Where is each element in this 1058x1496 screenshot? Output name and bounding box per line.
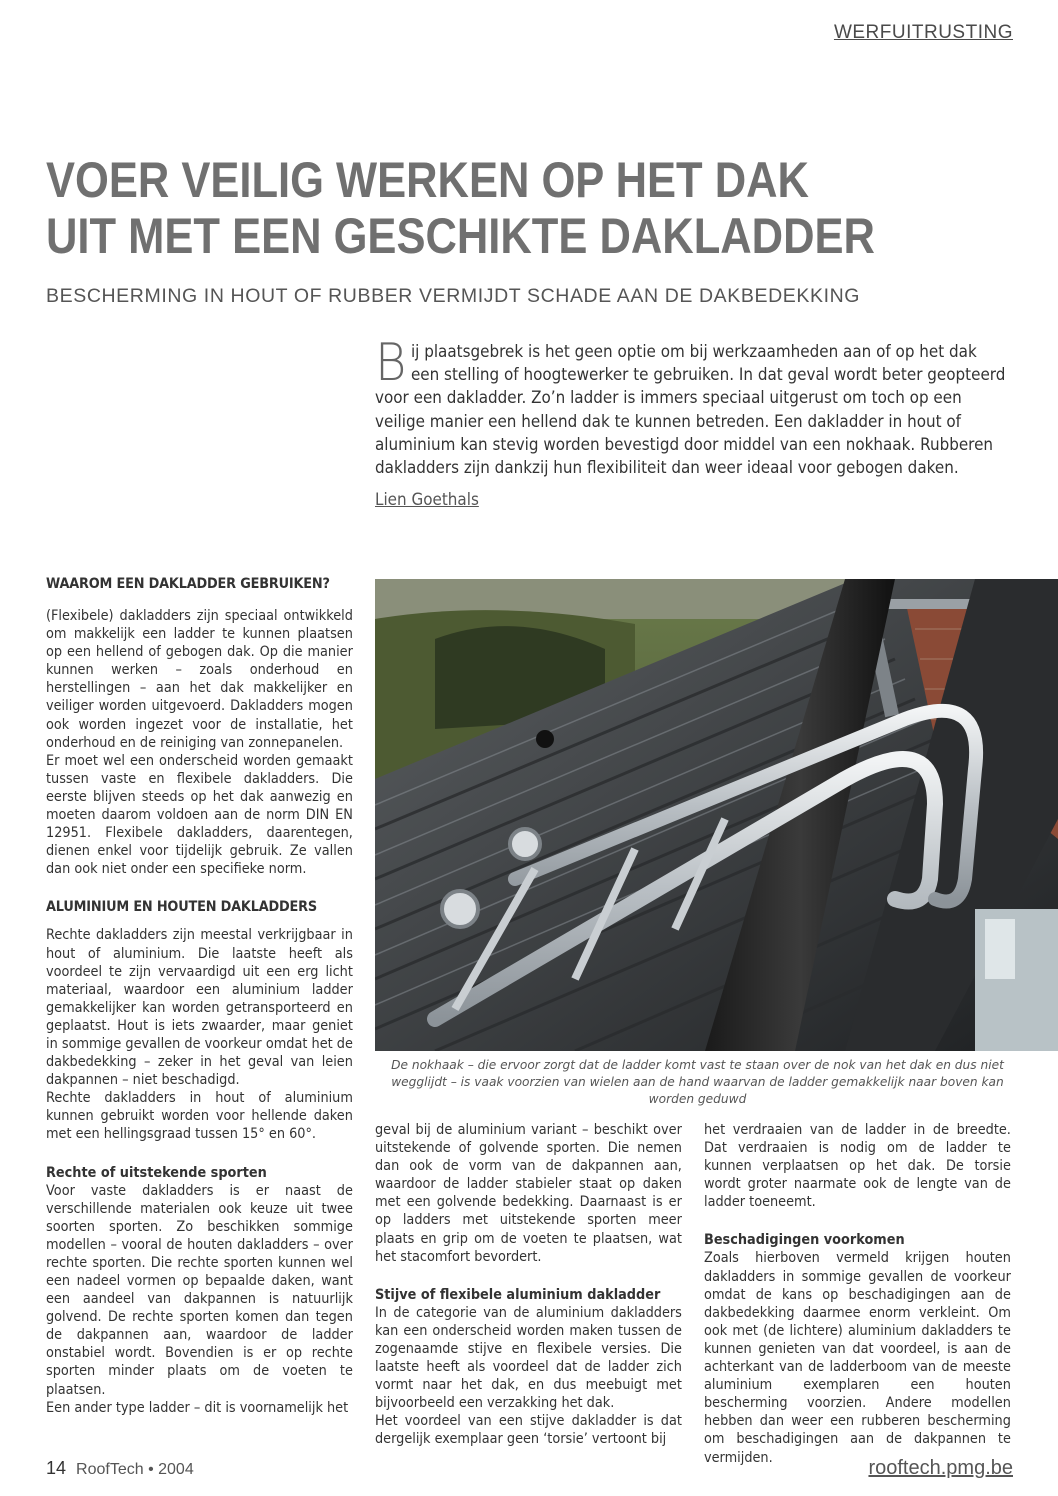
paragraph: Rechte dakladders zijn meestal verkrijgbaar in hout of aluminium. Die laatste heeft als voordeel te zijn vervaardigd uit een erg licht materiaal, waardoor een aluminium ladder gemakkelijker kan worden getransporteerd en geplaatst. Hout is iets zwaarder, maar geniet in sommige gevallen de voorkeur omdat het de dakbedekking – zeker in het geval van leien dakpannen – niet beschadigd.	[46, 927, 353, 1089]
roof-ladder-photo	[375, 579, 1058, 1051]
paragraph: Rechte dakladders in hout of aluminium kunnen gebruikt worden voor hellende daken met een hellingsgraad tussen 15° en 60°.	[46, 1090, 353, 1143]
paragraph: het verdraaien van de ladder in de breedte. Dat verdraaien is nodig om de ladder te kunnen verplaatsen op het dak. De torsie wordt groter naarmate ook de lengte van de ladder toeneemt.	[704, 1122, 1011, 1211]
heading-aluminium-wood: ALUMINIUM EN HOUTEN DAKLADDERS	[46, 899, 318, 916]
paragraph: Er moet wel een onderscheid worden gemaakt tussen vaste en flexibele dakladders. Die eerste blijven steeds op het dak aanwezig en moeten daarom voldoen aan de norm DIN EN 12951. Flexibele dakladders, daarentegen, dienen enkel voor tijdelijk gebruik. Ze vallen dan ook niet onder een specifieke norm.	[46, 752, 353, 878]
drop-cap: B	[375, 333, 407, 393]
author-name: Lien Goethals	[375, 490, 479, 509]
article-title-line2: UIT MET EEN GESCHIKTE DAKLADDER	[46, 208, 875, 264]
subheading-straight-rungs: Rechte of uitstekende sporten	[46, 1164, 267, 1181]
paragraph: Het voordeel van een stijve dakladder is dat dergelijk exemplaar geen ‘torsie’ vertoont bij	[375, 1413, 682, 1448]
column-2	[375, 1121, 682, 1449]
article-subtitle: BESCHERMING IN HOUT OF RUBBER VERMIJDT SCHADE AAN DE DAKBEDEKKING	[46, 285, 861, 307]
paragraph: In de categorie van de aluminium dakladders kan een onderscheid worden maken tussen de zogenaamde stijve en flexibele versies. Die laatste heeft als voordeel dat de ladder zich vormt naar het dak, en dus meebuigt met bijvoorbeeld een verzakking het dak.	[375, 1304, 682, 1412]
website-link[interactable]: rooftech.pmg.be	[868, 1457, 1013, 1479]
page-number: 14	[46, 1458, 67, 1478]
column-1	[46, 575, 353, 1417]
paragraph: Zoals hierboven vermeld krijgen houten dakladders in sommige gevallen de voorkeur omdat de kans op beschadigingen aan de dakbedekking daarmee enorm verkleint. Om ook met (de lichtere) aluminium dakladders te kunnen genieten van dat voordeel, is aan de achterkant van de ladderboom van de meeste aluminium exemplaren een houten bescherming voorzien. Andere modellen hebben dan weer een rubberen bescherming om beschadigingen aan de dakpannen te vermijden.	[704, 1250, 1011, 1466]
photo-caption: De nokhaak – die ervoor zorgt dat de ladder komt vast te staan over de nok van het dak en dus niet wegglijdt – is vaak voorzien van wielen aan de hand waarvan de ladder gemakkelijk naar boven kan worden geduwd	[391, 1058, 1004, 1106]
paragraph: Een ander type ladder – dit is voornamelijk het	[46, 1399, 349, 1416]
footer-page-info	[46, 1458, 194, 1479]
heading-why: WAAROM EEN DAKLADDER GEBRUIKEN?	[46, 576, 330, 592]
subheading-stiff-flexible: Stijve of flexibele aluminium dakladder	[375, 1286, 661, 1303]
paragraph: geval bij de aluminium variant – beschikt over uitstekende of golvende sporten. Die nemen dan ook de vorm van de dakpannen aan, waardoor de ladder stabieler staat op daken met een golvende bedekking. Daarnaast is er op ladders met uitstekende sporten meer plaats en grip om de voeten te plaatsen, wat het stacomfort bevordert.	[375, 1122, 682, 1265]
intro-text: ij plaatsgebrek is het geen optie om bij werkzaamheden aan of op het dak een stelling of hoogtewerker te gebruiken. In dat geval wordt beter geopteerd voor een dakladder. Zo’n ladder is immers speciaal uitgerust om toch op een veilige manier een hellend dak te kunnen betreden. Een dakladder in hout of aluminium kan stevig worden bevestigd door middel van een nokhaak. Rubberen dakladders zijn dankzij hun flexibiliteit dan weer ideaal voor gebogen daken.	[375, 342, 1006, 478]
article-title-line1: VOER VEILIG WERKEN OP HET DAK	[46, 152, 809, 208]
subheading-prevent-damage: Beschadigingen voorkomen	[704, 1232, 905, 1249]
article-intro	[375, 333, 1006, 479]
magazine-issue: RoofTech • 2004	[76, 1461, 194, 1478]
column-3	[704, 1121, 1011, 1467]
paragraph: Voor vaste dakladders is er naast de verschillende materialen ook keuze uit twee soorten sporten. Zo beschikken sommige modellen – vooral de houten dakladders – over rechte sporten. Die rechte sporten kunnen wel een nadeel vormen op bepaalde daken, want een aandeel van dakpannen is natuurlijk golvend. De rechte sporten komen dan tegen de dakpannen aan, waardoor de ladder onstabiel wordt. Bovendien is er op rechte sporten minder plaats om de voeten te plaatsen.	[46, 1182, 353, 1398]
section-label: WERFUITRUSTING	[833, 22, 1013, 43]
article-title	[46, 152, 881, 264]
paragraph: (Flexibele) dakladders zijn speciaal ontwikkeld om makkelijk een ladder te kunnen plaatsen op een hellend of gebogen dak. Op die manier kunnen werken – zoals onderhoud en herstellingen – aan het dak makkelijker en veiliger worden uitgevoerd. Dakladders mogen ook worden ingezet voor de installatie, het onderhoud en de reiniging van zonnepanelen.	[46, 608, 353, 751]
